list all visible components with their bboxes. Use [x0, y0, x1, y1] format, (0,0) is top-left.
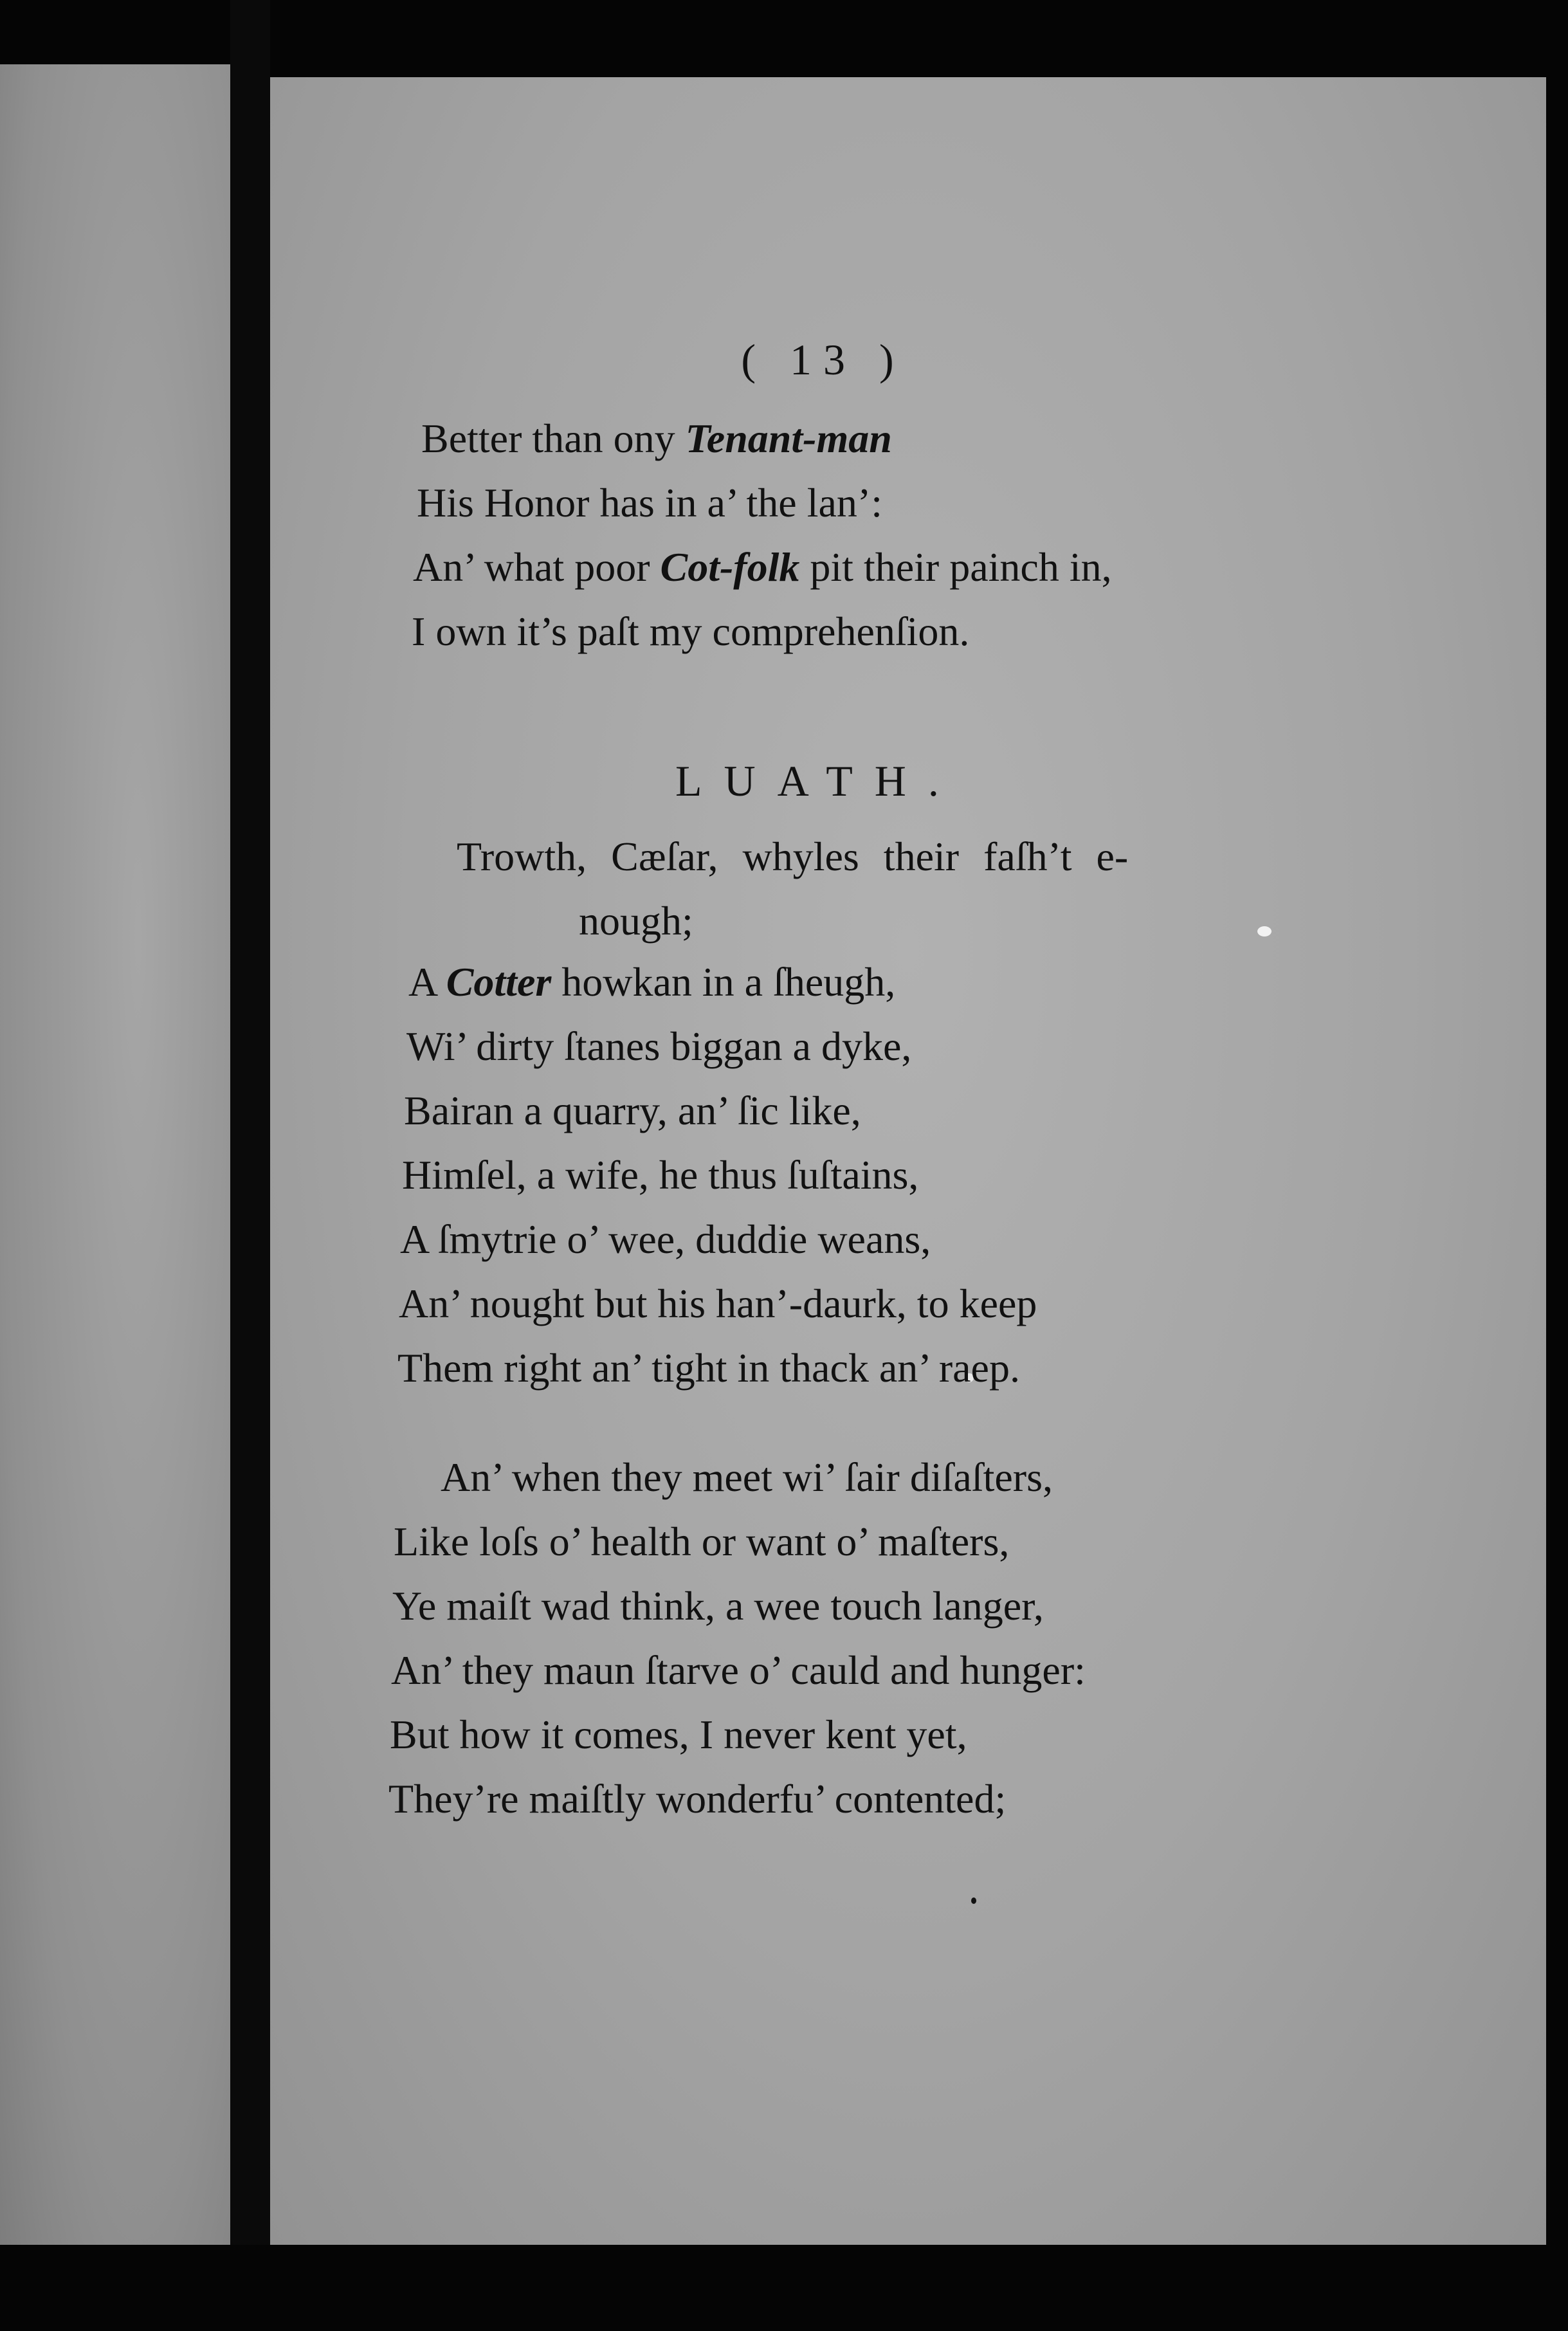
ink-speck — [971, 1897, 976, 1904]
verse-line: A ſmytrie o’ wee, duddie weans, — [400, 1216, 931, 1262]
verse-line: They’re maiſtly wonderfu’ contented; — [388, 1776, 1007, 1822]
verse-line: Bairan a quarry, an’ ſic like, — [404, 1088, 861, 1133]
verse-line: Them right an’ tight in thack an’ raep. — [397, 1345, 1020, 1391]
verse-line: An’ nought but his han’-daurk, to keep — [399, 1281, 1037, 1326]
verse-line: An’ what poor Cot-folk pit their painch in, — [413, 544, 1112, 590]
ink-speck — [1257, 926, 1272, 937]
verse-line: His Honor has in a’ the lan’: — [417, 480, 882, 526]
verse-line: Wi’ dirty ſtanes biggan a dyke, — [406, 1023, 912, 1069]
verse-line: nough; — [579, 898, 693, 944]
verse-line: But how it comes, I never kent yet, — [390, 1712, 967, 1757]
verse-line: An’ they maun ſtarve o’ cauld and hunger: — [391, 1647, 1086, 1693]
verse-line: Better than ony Tenant-man — [421, 416, 892, 461]
verse-line: Trowth, Cæſar, whyles their faſh’t e- — [457, 834, 1129, 879]
verse-line: A Cotter howkan in a ſheugh, — [408, 959, 896, 1005]
verse-line: Ye maiſt wad think, a wee touch langer, — [392, 1583, 1044, 1629]
verse-line: An’ when they meet wi’ ſair diſaſters, — [441, 1454, 1053, 1500]
facing-page-edge — [0, 64, 230, 2245]
book-gutter — [230, 0, 270, 2331]
verse-line: Himſel, a wife, he thus ſuſtains, — [402, 1152, 919, 1198]
verse-line: Like loſs o’ health or want o’ maſters, — [394, 1519, 1010, 1564]
scan-border — [0, 2245, 1568, 2331]
page-number: ( 13 ) — [741, 335, 906, 384]
verse-line: I own it’s paſt my comprehenſion. — [412, 608, 970, 654]
speaker-heading: LUATH. — [675, 756, 961, 805]
